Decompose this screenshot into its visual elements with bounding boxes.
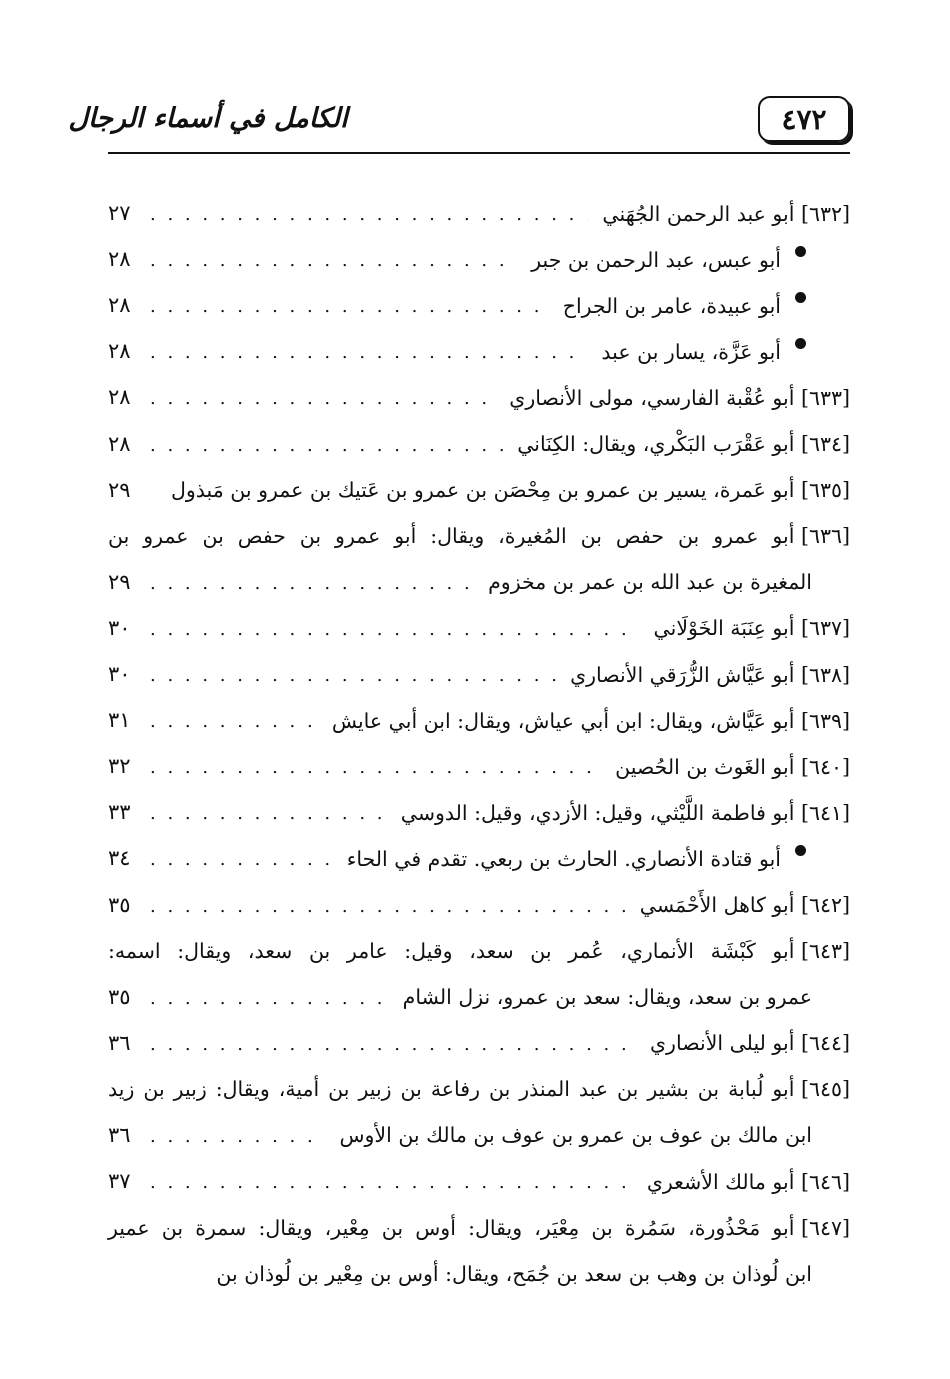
entry-text: أبو عِنَبَة الخَوْلَاني: [653, 616, 795, 641]
entry-text: أبو عَقْرَب البَكْري، ويقال: الكِنَاني: [517, 432, 795, 457]
entry-text: أبو عبد الرحمن الجُهَني: [602, 201, 795, 226]
leader-dots: [150, 298, 549, 316]
page-number: ٤٧٢: [781, 102, 827, 136]
entry-text: ابن لُوذان بن وهب بن سعد بن جُمَح، ويقال: أوس بن مِعْير بن لُوذان بن: [216, 1261, 812, 1286]
bullet-icon: [795, 292, 806, 303]
entry-text: أبو الغَوث بن الحُصين: [615, 754, 795, 779]
leader-dots: [150, 621, 640, 639]
entry-text: أبو عَمرة، يسير بن عمرو بن مِحْصَن بن عمرو بن عَتيك بن عمرو بن مَبذول: [171, 478, 795, 503]
entry-page: ٣٦: [108, 1030, 131, 1055]
toc-entry: [108, 455, 850, 501]
entry-page: ٣٤: [108, 846, 131, 871]
leader-dots: [150, 206, 588, 224]
leader-dots: [150, 1128, 326, 1146]
bullet-icon: [795, 246, 806, 257]
entry-page: ٣٦: [108, 1122, 131, 1147]
entry-page: ٢٨: [108, 339, 131, 364]
bullet-icon: [795, 845, 806, 856]
toc-entry: [108, 408, 850, 457]
entry-number: [٦٤٢]: [800, 893, 850, 917]
entry-page: ٣٠: [108, 615, 131, 640]
entry-number: [٦٤٦]: [800, 1169, 850, 1194]
entry-page: ٢٧: [108, 201, 131, 226]
entry-number: [٦٤٧]: [800, 1215, 850, 1240]
toc-entry: [108, 639, 850, 685]
toc-entry: [108, 916, 850, 962]
toc-entry: [108, 362, 850, 408]
toc-entry: [108, 270, 850, 316]
entry-number: [٦٣٨]: [800, 662, 850, 687]
toc-entry: [108, 593, 850, 639]
toc-entry: [108, 1008, 850, 1054]
entry-number: [٦٣٢]: [800, 201, 850, 226]
entry-page: ٣٧: [108, 1169, 131, 1194]
entry-text: أبو عُقْبة الفارسي، مولى الأنصاري: [509, 385, 795, 410]
entry-number: [٦٤٠]: [800, 754, 850, 779]
toc-entry: [108, 1054, 850, 1100]
entry-number: [٦٣٤]: [800, 432, 850, 457]
entry-text: أبو ليلى الأنصاري: [650, 1031, 795, 1056]
leader-dots: [150, 1036, 636, 1054]
toc-entry: [108, 685, 850, 731]
leader-dots: [150, 437, 503, 455]
entry-number: [٦٤٤]: [800, 1031, 850, 1056]
leader-dots: [150, 898, 626, 916]
book-title-calligraphy: الكامل في أسماء الرجال: [68, 102, 348, 134]
header-rule: [108, 152, 850, 154]
page-number-box: [758, 96, 850, 142]
entry-text: أبو عمرو بن حفص بن المُغيرة، ويقال: أبو عمرو بن حفص بن عمرو بن: [108, 524, 795, 549]
entry-text: أبو عَيَّاش الزُّرَقي الأنصاري: [570, 662, 795, 687]
leader-dots: [150, 990, 389, 1008]
toc-entry: [108, 823, 850, 869]
entry-text: أبو مَحْذُورة، سَمُرة بن مِعْيَر، ويقال: أوس بن مِعْير، ويقال: سمرة بن عمير: [108, 1215, 795, 1240]
entry-text: أبو عَيَّاش، ويقال: ابن أبي عياش، ويقال: ابن أبي عايش: [331, 708, 795, 733]
entry-text: المغيرة بن عبد الله بن عمر بن مخزوم: [488, 570, 812, 595]
entry-text: أبو عَزَّة، يسار بن عبد: [601, 339, 781, 364]
leader-dots: [150, 667, 556, 685]
entry-number: [٦٣٩]: [800, 708, 850, 733]
toc-entry: [108, 1238, 850, 1284]
entry-page: ٣٥: [108, 984, 131, 1009]
leader-dots: [150, 851, 333, 869]
entry-page: ٢٨: [108, 293, 131, 318]
entry-text: أبو عبيدة، عامر بن الجراح: [562, 293, 781, 318]
toc-entry: [108, 1146, 850, 1192]
leader-dots: [150, 390, 495, 408]
entry-page: ٣١: [108, 708, 131, 733]
toc-entry: [108, 777, 850, 823]
bullet-icon: [795, 338, 806, 349]
leader-dots: [150, 759, 601, 777]
entry-text: أبو قتادة الأنصاري. الحارث بن ربعي. تقدم في الحاء: [346, 846, 781, 871]
entry-number: [٦٣٦]: [800, 524, 850, 549]
toc-entry: [108, 731, 850, 777]
leader-dots: [150, 252, 517, 270]
entry-text: أبو فاطمة اللَّيْثي، وقيل: الأزدي، وقيل: الدوسي: [400, 800, 795, 825]
leader-dots: [150, 344, 587, 362]
toc-entry: [108, 224, 850, 270]
toc-entry: [108, 316, 850, 362]
entry-page: ٢٨: [108, 385, 131, 410]
entry-page: ٣٥: [108, 892, 131, 917]
entry-page: ٢٨: [108, 431, 131, 456]
entry-page: ٣٣: [108, 800, 131, 825]
toc-entry: [108, 501, 850, 547]
toc-entry: [108, 962, 850, 1008]
entry-text: أبو كَبْشَة الأنماري، عُمر بن سعد، وقيل: عامر بن سعد، ويقال: اسمه:: [108, 939, 795, 964]
entry-number: [٦٣٣]: [800, 385, 850, 410]
entry-text: أبو كاهل الأَحْمَسي: [639, 893, 795, 917]
toc-entry: [108, 178, 850, 224]
entry-text: أبو مالك الأشعري: [646, 1169, 795, 1194]
entry-page: ٣٠: [108, 662, 131, 687]
leader-dots: [150, 575, 474, 593]
page-header: [68, 90, 850, 154]
entry-number: [٦٣٥]: [800, 478, 850, 503]
entry-page: ٢٨: [108, 247, 131, 272]
entry-number: [٦٤٣]: [800, 939, 850, 964]
leader-dots: [150, 805, 387, 823]
entry-number: [٦٤١]: [800, 800, 850, 825]
leader-dots: [150, 1174, 633, 1192]
toc-entry: [108, 1192, 850, 1238]
entry-text: أبو عبس، عبد الرحمن بن جبر: [531, 247, 781, 272]
entry-text: عمرو بن سعد، ويقال: سعد بن عمرو، نزل الشام: [402, 985, 812, 1010]
entry-number: [٦٣٧]: [800, 616, 850, 641]
entry-page: ٢٩: [108, 477, 131, 502]
toc-entry: [108, 1100, 850, 1146]
toc-entry: [108, 869, 850, 915]
entry-text: أبو لُبابة بن بشير بن عبد المنذر بن رفاعة بن زبير بن أمية، ويقال: زبير بن زيد: [108, 1077, 795, 1102]
entry-page: ٣٢: [108, 754, 131, 779]
table-of-contents: [108, 178, 850, 1284]
entry-page: ٢٩: [108, 569, 131, 594]
entry-text: ابن مالك بن عوف بن عمرو بن عوف بن مالك بن الأوس: [339, 1123, 812, 1148]
toc-entry: [108, 547, 850, 593]
entry-number: [٦٤٥]: [800, 1077, 850, 1102]
leader-dots: [150, 713, 318, 731]
